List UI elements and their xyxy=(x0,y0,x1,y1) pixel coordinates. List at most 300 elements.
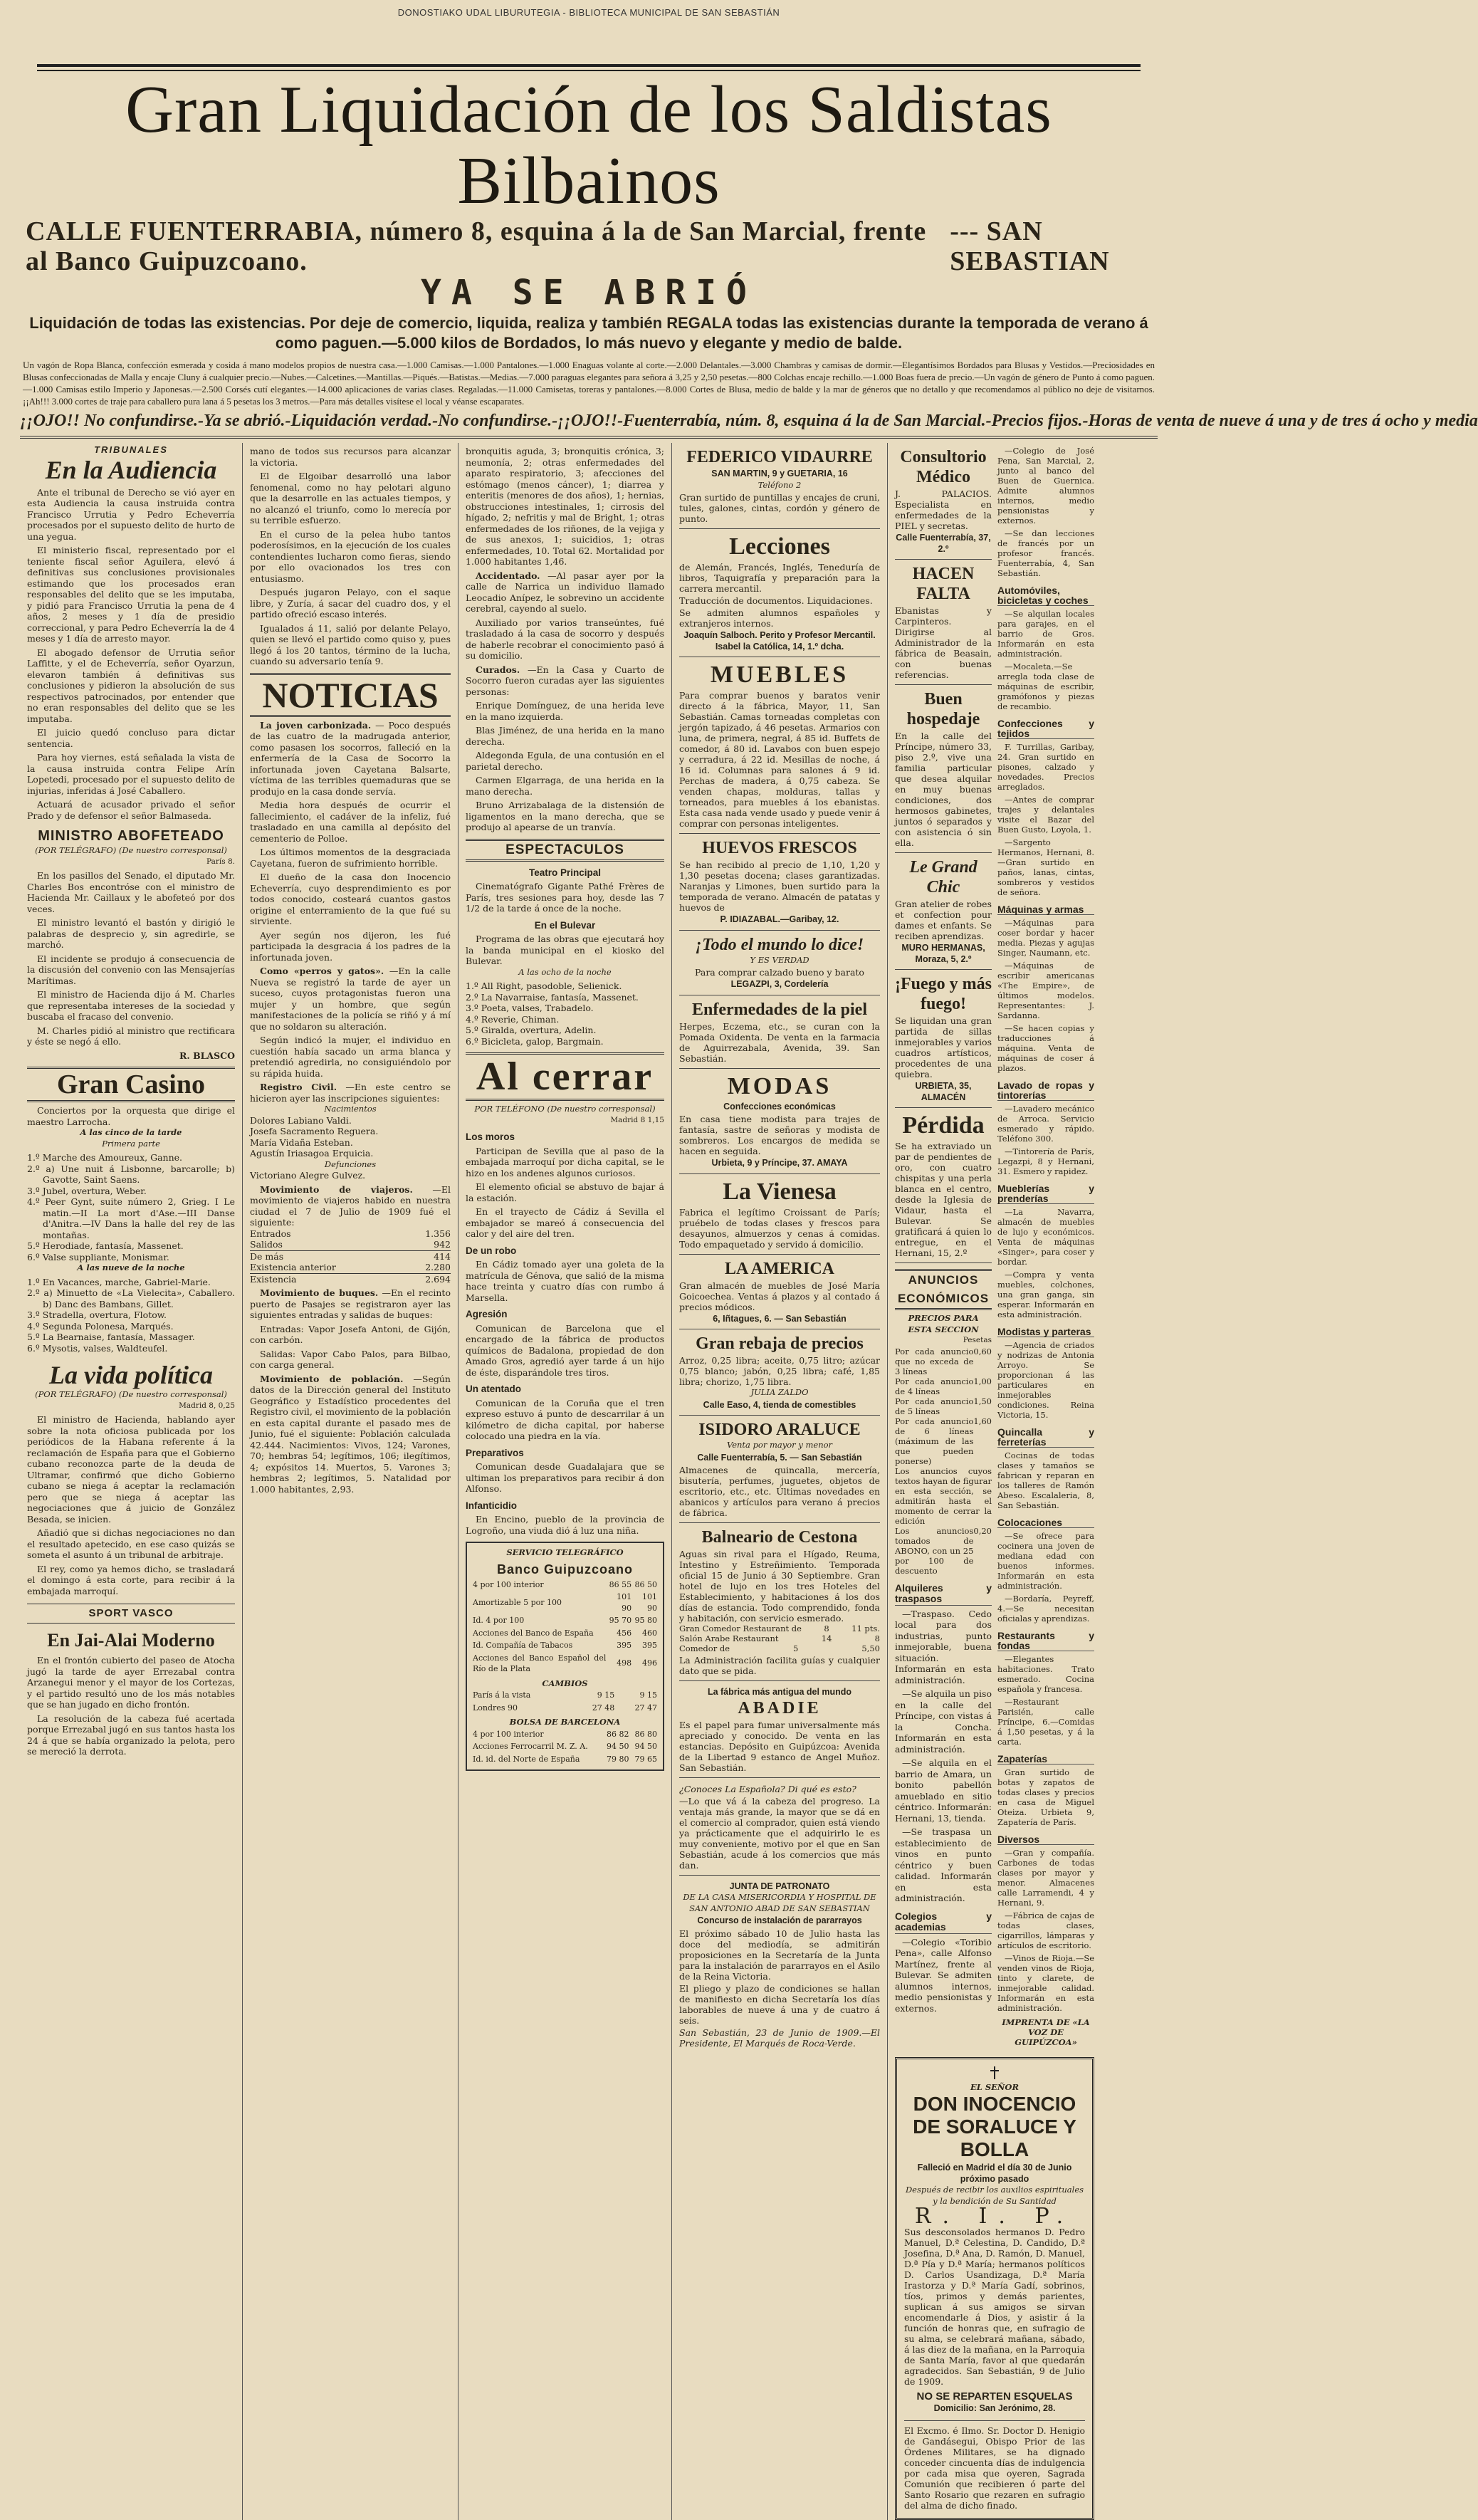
price-label: Por cada anuncio de 4 líneas xyxy=(895,1376,974,1396)
ministro-p3: El incidente se produjo á consecuencia de la discusión del convenio con las Mensajerías Marítimas. xyxy=(27,953,235,986)
column-2 xyxy=(243,443,458,2520)
todo-title: ¡Todo el mundo lo dice! xyxy=(695,935,864,954)
classified-heading: Modistas y parteras xyxy=(997,1327,1094,1337)
poblacion-head: Movimiento de población. xyxy=(260,1373,404,1384)
atentado-body: Comunican de la Coruña que el tren expreso estuvo á punto de descarrilar á un kilómetro de dicha capital, por haberse colocado una piedra en la vía. xyxy=(466,1397,664,1441)
audiencia-title: En la Audiencia xyxy=(45,455,217,484)
masthead-title: Gran Liquidación de los Saldistas Bilbainos xyxy=(125,73,1052,218)
perdida-body: Se ha extraviado un par de pendientes de oro, con cuatro chispitas y una perla blanca en el centro, desde la Iglesia de Vidaur, hasta el Bulevar. Se gratificará á quien lo entregue, en el Hernani, 15, 2.º xyxy=(895,1141,992,1258)
agresion-head: Agresión xyxy=(466,1309,508,1319)
ad-chic xyxy=(895,853,992,970)
classified-item: —Se hacen copias y traducciones á máquina. Venta de máquinas de coser á plazos. xyxy=(997,1023,1094,1073)
program-item: 2.º La Navarraise, fantasía, Massenet. xyxy=(466,991,639,1003)
salidos-label: Salidos xyxy=(250,1239,283,1250)
bulevar-head: En el Bulevar xyxy=(534,919,596,931)
price-value: 1,00 xyxy=(973,1376,992,1386)
teatro-body: Cinematógrafo Gigante Pathé Frères de París, tres sesiones para hoy, desde las 7 1/2 de la tarde á once de la noche. xyxy=(466,881,664,914)
ministro-sign: R. BLASCO xyxy=(179,1050,235,1061)
hospedaje-body: En la calle del Príncipe, número 33, piso 2.º, vive una familia particular que desea alquilar en muy buenas condiciones, dos hermosos gabinetes, juntos ó separados y con asistencia ó sin ella. xyxy=(895,731,992,848)
table-row xyxy=(471,1652,659,1675)
masthead-intro: Liquidación de todas las existencias. Por deje de comercio, liquida, realiza y también REGALA todas las existencias durante la temporada de verano á como paguen.—5.000 kilos de Bordados, lo más nuevo y elegante y medio de balde. xyxy=(29,314,1148,352)
ad-vidaurre xyxy=(679,443,880,529)
col5-right xyxy=(997,443,1094,2047)
price-label: Por cada anuncio que no exceda de 3 líneas xyxy=(895,1346,974,1376)
masthead-address xyxy=(26,216,1152,276)
price-label: Los anuncios tomados de ABONO, con un 25 por 100 de descuento xyxy=(895,1525,974,1576)
preparativos-body: Comunican desde Guadalajara que se ultiman los preparativos para recibir á don Alfonso. xyxy=(466,1461,664,1494)
ad-abadie xyxy=(679,1681,880,1778)
column-5 xyxy=(888,443,1101,2520)
program-item: 4.º Peer Gynt, suite número 2, Grieg. I Le matin.—II La mort d'Ase.—III Danse d'Anitra.—IV Dans la halle del rey de las montañas. xyxy=(27,1196,235,1240)
casino-program-2 xyxy=(27,1277,235,1354)
obit-rip: R. I. P. xyxy=(914,2204,1075,2229)
registro-head: Registro Civil. xyxy=(260,1082,337,1092)
mid-rule xyxy=(20,436,1158,439)
junta-head: Concurso de instalación de pararrayos xyxy=(697,1915,862,1925)
classified-item: —Gran y compañía. Carbones de todas clases por mayor y menor. Almacenes calle Larramendi, 4 y Hernani, 9. xyxy=(997,1848,1094,1908)
espectaculos-title: ESPECTACULOS xyxy=(466,839,664,862)
col3-p1: bronquitis aguda, 3; bronquitis crónica, 3; neumonía, 2; otras enfermedades del aparato respiratorio, 3; afecciones del estómago (menos cáncer), 1; diarrea y enteritis (menores de dos años), 1; hernias, obstrucciones intestinales, 1; cirrosis del hígado, 2; nefritis y mal de Bright, 1; otras enfermedades de los riñones, de la vejiga y de sus anexos, 1; suicidios, 1; otras enfermedades, 10. Total 62. Mortalidad por 1.000 habitantes 1,46. xyxy=(466,446,664,567)
robo-head: De un robo xyxy=(466,1245,517,1256)
curados-body: —En la Casa y Cuarto de Socorro fueron curadas ayer las siguientes personas: xyxy=(466,664,664,697)
ad-rebaja xyxy=(679,1329,880,1416)
viajeros-body: —El movimiento de viajeros habido en nuestra ciudad el 7 de Julio de 1909 fué el siguiente: xyxy=(250,1183,451,1228)
bank-cell: 79 65 xyxy=(634,1754,657,1764)
jaialai-p2: La resolución de la cabeza fué acertada porque Errezabal jugó en sus tantos hasta los 24 á que se había organizado la pelota, pero se mereció la derrota. xyxy=(27,1713,235,1757)
classified-heading: Alquileres y traspasos xyxy=(895,1581,992,1604)
lecciones-p3: Se admiten alumnos españoles y extranjeros internos. xyxy=(679,607,880,629)
vienesa-title: La Vienesa xyxy=(723,1178,837,1205)
classified-item: —La Navarra, almacén de muebles de lujo y económicos. Venta de máquinas «Singer», para coser y bordar. xyxy=(997,1207,1094,1267)
program-item: 6.º Mysotis, valses, Waldteufel. xyxy=(27,1342,168,1354)
huevos-body: Se han recibido al precio de 1,10, 1,20 y 1,30 pesetas docena; clases garantizadas. Naranjas y Limones, buen surtido para la temporada de verano. Almacén de patatas y huevos de xyxy=(679,859,880,913)
curado-item: Enrique Domínguez, de una herida leve en la mano izquierda. xyxy=(466,700,664,722)
ad-isidoro xyxy=(679,1416,880,1523)
classified-heading: Zapaterías xyxy=(997,1754,1094,1764)
curado-item: Carmen Elgarraga, de una herida en la mano derecha. xyxy=(466,775,664,797)
classified-heading: Colocaciones xyxy=(997,1517,1094,1528)
classified-item: —Colegio «Toribio Pena», calle Alfonso Martínez, frente al Bulevar. Se admiten alumnos internos, medio pensionistas y externos. xyxy=(895,1936,992,2014)
nacimiento-item: Dolores Labiano Valdi. xyxy=(250,1114,352,1126)
junta-title: JUNTA DE PATRONATO xyxy=(729,1881,830,1891)
bank-cell: 9 15 xyxy=(597,1690,615,1700)
fuego-title: ¡Fuego y más fuego! xyxy=(895,975,992,1013)
casino-intro: Conciertos por la orquesta que dirige el maestro Larrocha. xyxy=(27,1105,235,1127)
archive-header: DONOSTIAKO UDAL LIBURUTEGIA - BIBLIOTECA MUNICIPAL DE SAN SEBASTIÁN xyxy=(397,7,780,18)
bank-cell: 79 80 xyxy=(607,1754,629,1764)
america-title: LA AMERICA xyxy=(724,1259,835,1278)
classified-heading: Quincalla y ferreterías xyxy=(997,1426,1094,1448)
obit-pre: EL SEÑOR xyxy=(970,2081,1019,2092)
audiencia-p6: Actuará de acusador privado el señor Prado y de defensor el señor Balmaseda. xyxy=(27,799,235,821)
program-item: 3.º Stradella, overtura, Flotow. xyxy=(27,1309,167,1320)
classified-heading: Confecciones y tejidos xyxy=(997,718,1094,739)
obit-foot: El Excmo. é Ilmo. Sr. Doctor D. Henigio de Gandásegui, Obispo Prior de las Órdenes Militares, se ha dignado conceder cincuenta días de indulgencia por cada misa que oyeren, Sagrada Comunión que recibieren ó parte del Santo Rosario que rezaren en sufragio del alma de dicho finado. xyxy=(904,2420,1085,2511)
rebaja-title: Gran rebaja de precios xyxy=(696,1334,864,1353)
table-row xyxy=(471,1702,659,1715)
ad-muebles xyxy=(679,657,880,834)
address-left: CALLE FUENTERRABIA, número 8, esquina á la de San Marcial, frente al Banco Guipuzcoano. xyxy=(26,216,927,276)
bank-cell: 95 80 xyxy=(634,1616,657,1625)
existencia-value: 2.694 xyxy=(425,1273,451,1285)
isidoro-addr: Calle Fuenterrabía, 5. — San Sebastián xyxy=(697,1452,862,1463)
anuncios-title: ANUNCIOS ECONÓMICOS xyxy=(895,1269,992,1310)
ministro-place: París 8. xyxy=(206,857,235,866)
nacimiento-item: Agustín Iriasagoa Erquicia. xyxy=(250,1148,374,1159)
cross-icon xyxy=(904,2066,1085,2082)
audiencia-p2: El ministerio fiscal, representado por el teniente fiscal señor Aguilera, elevó á definitivas sus conclusiones provisionales estimando que los procesados eran responsables del delito que se les imputaba, y pidió para Francisco Urrutia la pena de 4 años, 2 meses y 1 día de presidio correccional, y para Pedro Echeverría la de 4 meses y 1 día de arresto mayor. xyxy=(27,545,235,644)
bank-cell: Id. 4 por 100 xyxy=(473,1616,525,1625)
col2-p5: Igualados á 11, salió por delante Pelayo, quien se llevó el partido como quiso y, pues llegó á los 20 tantos, término de la lucha, cuando su adversario tenía 9. xyxy=(250,622,451,666)
bulevar-program xyxy=(466,981,664,1047)
entrados-value: 1.356 xyxy=(425,1228,451,1239)
classified-heading: Lavado de ropas y tintorerías xyxy=(997,1079,1094,1101)
precios-title: PRECIOS PARA ESTA SECCION xyxy=(908,1313,979,1334)
agresion-body: Comunican de Barcelona que el encargado de la fábrica de productos químicos de Badalona, propiedad de don Amado Gros, agredió ayer tarde á un hijo de éste, disparándole tres tiros. xyxy=(466,1322,664,1378)
moros-body: Participan de Sevilla que al paso de la embajada marroquí por dicha capital, se le hizo en los andenes algunos curiosos. xyxy=(466,1145,664,1178)
casino-tarde: A las cinco de la tarde xyxy=(80,1127,182,1137)
conoce-body: —Lo que vá á la cabeza del progreso. La ventaja más grande, la mayor que se dá en el comercio al comprador, quien está viendo ya prácticamente que el adquirirlo le es muy conveniente, motivo por el que en San Sebastián, acude á los comercios que más dan. xyxy=(679,1795,880,1871)
ad-hospedaje xyxy=(895,685,992,853)
classified-item: —Se ofrece para cocinera una joven de mediana edad con buenos informes. Informarán en esta administración. xyxy=(997,1531,1094,1591)
table-row xyxy=(471,1689,659,1702)
classified-heading: Restaurants y fondas xyxy=(997,1630,1094,1651)
defuncion-item: Victoriano Alegre Gulvez. xyxy=(250,1170,366,1181)
classified-heading: Máquinas y armas xyxy=(997,904,1094,915)
existencia-row xyxy=(250,1273,451,1285)
ministro-title: MINISTRO ABOFETEADO xyxy=(38,828,224,844)
ad-lecciones xyxy=(679,529,880,657)
abadie-body: Es el papel para fumar universalmente más apreciado y conocido. De venta en las estancias. Depósito en Guipúzcoa: Avenida de la Libertad 9 estanco de Angel Muñoz. San Sebastián. xyxy=(679,1719,880,1773)
isidoro-title: ISIDORO ARALUCE xyxy=(698,1421,861,1439)
ministro-p1: En los pasillos del Senado, el diputado Mr. Charles Bos encontróse con el ministro de Hacienda Mr. Caillaux y le abofeteó por dos veces. xyxy=(27,870,235,914)
nacimiento-item: María Vidaña Esteban. xyxy=(250,1136,353,1148)
noticia-7: Según indicó la mujer, el individuo en cuestión había sacado un arma blanca y pretendió agredirla, no consiguiéndolo por su rápida huida. xyxy=(250,1035,451,1079)
classified-item: —Sargento Hermanos, Hernani, 8.—Gran surtido en paños, lanas, cintas, sombreros y vestidos de señora. xyxy=(997,837,1094,897)
classified-item: —Compra y venta muebles, colchones, una gran ganga, sin esperar. Informarán en esta administración. xyxy=(997,1270,1094,1319)
buques-entradas: Entradas: Vapor Josefa Antoni, de Gijón, con carbón. xyxy=(250,1323,451,1345)
ad-cestona xyxy=(679,1523,880,1681)
junta-body: El próximo sábado 10 de Julio hasta las doce del mediodía, se admitirán proposiciones en la Secretaría de la Junta para la instalación de pararrayos en el Asilo de la Reina Victoria. xyxy=(679,1928,880,1982)
abadie-pre: La fábrica más antigua del mundo xyxy=(707,1687,852,1697)
lecciones-foot: Joaquín Salboch. Perito y Profesor Mercantil. Isabel la Católica, 14, 1.º dcha. xyxy=(683,630,876,652)
classified-item: —Bordaría, Peyreff, 4.—Se necesitan oficialas y aprendizas. xyxy=(997,1594,1094,1624)
bulevar-time: A las ocho de la noche xyxy=(518,966,612,977)
consultorio-body: J. PALACIOS. Especialista en enfermedades de la PIEL y secretas. xyxy=(895,488,992,531)
classified-item: —Se alquila en el barrio de Amara, un bonito pabellón amueblado en sitio céntrico. Informarán: Hernani, 13, tienda. xyxy=(895,1757,992,1824)
rebaja-body: Arroz, 0,25 libra; aceite, 0,75 litro; azúcar 0,75 blanco; jabón, 0,25 libra; café, 1,85 libra; chorizo, 1,75 libra. xyxy=(679,1355,880,1387)
table-row xyxy=(471,1740,659,1753)
classified-heading: Automóviles, bicicletas y coches xyxy=(997,585,1094,606)
classified-item: —Se traspasa un establecimiento de vinos en punto céntrico y buen calidad. Informarán en esta administración. xyxy=(895,1826,992,1903)
price-value: 1,60 xyxy=(973,1416,992,1426)
program-item: 3.º Jubel, overtura, Weber. xyxy=(27,1185,147,1196)
infanticidio-head: Infanticidio xyxy=(466,1500,517,1511)
ad-modas xyxy=(679,1069,880,1174)
bank-cell: 95 70 xyxy=(609,1616,632,1625)
buques-head: Movimiento de buques. xyxy=(260,1287,379,1298)
ad-huevos xyxy=(679,834,880,931)
vidaurre-body: Gran surtido de puntillas y encajes de cruni, tules, galones, cintas, cordón y género de punto. xyxy=(679,492,880,524)
fuego-foot: URBIETA, 35, ALMACÉN xyxy=(915,1081,972,1102)
bank-cell: 86 50 xyxy=(634,1579,657,1589)
classified-item: —Se alquilan locales para garajes, en el barrio de Gros. Informarán en esta administración. xyxy=(997,609,1094,659)
abadie-title: ABADIE xyxy=(738,1698,822,1718)
audiencia-p5: Para hoy viernes, está señalada la vista de la causa instruida contra Felipe Arín Lopetedi, procesado por el supuesto delito de injurias, inferidas á José Caballero. xyxy=(27,752,235,796)
isidoro-sub: Venta por mayor y menor xyxy=(726,1440,833,1450)
servicio-title: SERVICIO TELEGRÁFICO xyxy=(506,1547,624,1557)
america-foot: 6, Iñtagues, 6. — San Sebastián xyxy=(713,1313,847,1324)
opened-banner: YA SE ABRIÓ xyxy=(421,273,757,313)
chic-foot: MURO HERMANAS, Moraza, 5, 2.º xyxy=(901,943,985,964)
columns xyxy=(20,443,1158,2511)
program-item: 6.º Bicicleta, galop, Bargmain. xyxy=(466,1035,604,1047)
bank-cell: 395 xyxy=(642,1641,657,1650)
moros-body-3: En el trayecto de Cádiz á Sevilla el embajador se mareó á consecuencia del calor y del aire del tren. xyxy=(466,1206,664,1239)
imprenta: IMPRENTA DE «LA VOZ DE GUIPÚZCOA» xyxy=(1002,2017,1090,2047)
casino-noche: A las nueve de la noche xyxy=(77,1262,185,1272)
politica-p2: Añadió que si dichas negociaciones no dan el resultado apetecido, en ese caso quizás se someta el asunto á un tribunal de arbitraje. xyxy=(27,1527,235,1560)
classified-item: —Agencia de criados y nodrizas de Antonia Arroyo. Se proporcionan á las particulares en inmejorables condiciones. Reina Victoria, 15. xyxy=(997,1340,1094,1420)
bank-cell: 456 xyxy=(617,1628,632,1638)
modas-foot: Urbieta, 9 y Príncipe, 37. AMAYA xyxy=(711,1158,848,1168)
politica-title: La vida política xyxy=(49,1361,213,1389)
classified-item: F. Turrillas, Garibay, 24. Gran surtido en pisones, calzado y novedades. Precios arreglados. xyxy=(997,742,1094,792)
bank-cell: 86 82 xyxy=(607,1729,629,1739)
column-4 xyxy=(672,443,888,2520)
todo-body: Para comprar calzado bueno y barato xyxy=(695,967,864,978)
moros-head: Los moros xyxy=(466,1131,515,1142)
registro xyxy=(250,1082,451,1104)
huevos-title: HUEVOS FRESCOS xyxy=(702,839,857,857)
junta-sub: DE LA CASA MISERICORDIA Y HOSPITAL DE SAN ANTONIO ABAD DE SAN SEBASTIAN xyxy=(683,1892,876,1913)
existencia-anterior-value: 2.280 xyxy=(425,1262,451,1272)
vienesa-body: Fabrica el legítimo Croissant de París; pruébelo de todas clases y frescos para desayunos, almuerzos y cenas á comidas. Todo empaquetado y servido á domicilio. xyxy=(679,1206,880,1250)
noticia-5: Ayer según nos dijeron, les fué participada la desgracia á los padres de la infortunada joven. xyxy=(250,929,451,963)
curados-head: Curados. xyxy=(476,664,520,675)
ad-vienesa xyxy=(679,1174,880,1255)
program-item: 1.º All Right, pasodoble, Selienick. xyxy=(466,981,622,991)
audiencia-p3: El abogado defensor de Urrutia señor Laffitte, y el de Echeverría, señor Oyarzun, elevaron también á definitivas sus conclusiones y pidieron la absolución de sus respectivos patrocinados, por entender que no eran responsables del delito que se les imputaba. xyxy=(27,647,235,724)
bolsa-table xyxy=(471,1728,659,1766)
col2-p3: En el curso de la pelea hubo tantos poderosísimos, en la ejecución de los cuales contendientes lucharon como fieras, siendo por ello ovacionados los tres con entusiasmo. xyxy=(250,528,451,584)
classified-heading: Mueblerías y prenderías xyxy=(997,1183,1094,1204)
bank-cell: 94 50 xyxy=(607,1742,629,1751)
existencia-anterior-label: Existencia anterior xyxy=(250,1262,336,1272)
cerrar-place: Madrid 8 1,15 xyxy=(610,1115,664,1124)
col2-p2: El de Elgoibar desarrolló una labor fenomenal, como no hay pelotari alguno que la desarrolle en las actuales tiempos, y no alcanzó el triunfo, como lo merecía por su terrible esfuerzo. xyxy=(250,471,451,526)
noticia-6-head: Como «perros y gatos». xyxy=(260,966,384,976)
cestona-row xyxy=(679,1643,880,1653)
ad-conoce xyxy=(679,1778,880,1876)
program-item: 5.º Giralda, overtura, Adelin. xyxy=(466,1025,597,1035)
muebles-title: MUEBLES xyxy=(710,662,849,688)
cestona-cell: 8 xyxy=(824,1624,829,1633)
cestona-row xyxy=(679,1624,880,1633)
vidaurre-title: FEDERICO VIDAURRE xyxy=(686,448,873,466)
salidos-row xyxy=(250,1239,451,1250)
bank-cell: Amortizable 5 por 100 xyxy=(473,1597,562,1607)
masthead-promo: Un vagón de Ropa Blanca, confección esmerada y cosida á mano modelos propios de nuestra casa.—1.000 Camisas.—1.000 Pantalones.—1.000 Enaguas volante al corte.—2.000 Delantales.—3.000 Chambras y camisas de dormir.—Elegantísimos Bordados para Blusas y Vestidos.—Preciosidades en Blusas confeccionadas de Malla y encaje Cluny á cualquier precio.—Nubes.—Calcetines.—Mantillas.—Piqués.—Batistas.—Medias.—7.000 paraguas elegantes para señora á 3,25 y 2,50 pesetas.—800 Colchas encaje rechillo.—1.000 Boas fuera de precio.—Un vagón de género de Punto á como paguen.—1.000 Camisas estilo Imperio y Japonesas.—2.500 Corsés cutí elegantes.—14.000 aplicaciones de varias clases. Regaladas.—11.000 Camisetas, toreras y pantalones.—8.000 Cortes de Blusa, medio de balde y la mar de géneros que no detallo y que recomendamos al público no deje de visitarnos. ¡¡Ah!!! 3.000 cortes de traje para caballero pura lana á 5 pesetas los 3 metros.—Para más detalles visítese el local y véanse escaparates. xyxy=(23,360,1155,407)
bulevar-body: Programa de las obras que ejecutará hoy la banda municipal en el kiosko del Bulevar. xyxy=(466,934,664,966)
classified-item: —Mocaleta.—Se arregla toda clase de máquinas de escribir, gramófonos y piezas de recambio. xyxy=(997,662,1094,711)
price-row xyxy=(895,1416,992,1466)
top-rule xyxy=(37,64,1141,71)
noticia-3: Los últimos momentos de la desgraciada Cayetana, fueron de sufrimiento horrible. xyxy=(250,847,451,869)
noticia-6 xyxy=(250,966,451,1032)
jaialai-p1: En el frontón cubierto del paseo de Atocha jugó la tarde de ayer Errezabal contra Arzanegui menor y el mayor de los Cortezas, y el partido resultó uno de los más notables que se han jugado en dicho frontón. xyxy=(27,1655,235,1710)
demas-value: 414 xyxy=(434,1250,451,1262)
hospedaje-title: Buen hospedaje xyxy=(906,690,980,728)
obit-sacr: Después de recibir los auxilios espirituales y la bendición de Su Santidad xyxy=(905,2185,1084,2206)
col2-p4: Después jugaron Pelayo, con el saque libre, y Zuría, á sacar del cuadro dos, y el partido ofreció escaso interés. xyxy=(250,587,451,619)
buques-body: —En el recinto puerto de Pasajes se registraron ayer las siguientes entradas y salidas de buques: xyxy=(250,1287,451,1320)
junta-body-2: El pliego y plazo de condiciones se hallan de manifiesto en dicha Secretaría los días laborables de nueve á una y de cuatro á seis. xyxy=(679,1982,880,2026)
bank-cell: 101 90 xyxy=(642,1592,657,1613)
ministro-p2: El ministro levantó el bastón y dirigió le palabras de desprecio y, sin agredirle, se marchó. xyxy=(27,917,235,950)
table-row xyxy=(471,1639,659,1652)
ad-todo-mundo xyxy=(679,931,880,995)
program-item: 5.º La Bearnaise, fantasía, Massager. xyxy=(27,1332,195,1342)
salidos-value: 942 xyxy=(434,1239,451,1250)
price-value: 0,60 xyxy=(973,1346,992,1356)
price-label: Los anuncios cuyos textos hayan de figurar en esta sección, se admitirán hasta el momento de cerrar la edición xyxy=(895,1465,992,1526)
cambios-table xyxy=(471,1689,659,1714)
bank-cell: 498 xyxy=(617,1658,632,1668)
politica-sub: (POR TELÉGRAFO) (De nuestro corresponsal) xyxy=(35,1389,227,1399)
chic-title: Le Grand Chic xyxy=(909,858,978,896)
noticia-6-body: —En la calle Nueva se registró la tarde de ayer un suceso, cuyos protagonistas fueron una mujer y un hombre, que según manifestaciones de la policía se riñó y á mí que no soldaron su alteración. xyxy=(250,966,451,1032)
col2-p1: mano de todos sus recursos para alcanzar la victoria. xyxy=(250,446,451,468)
curado-item: Aldegonda Egula, de una contusión en el parietal derecho. xyxy=(466,750,664,772)
curado-item: Bruno Arrizabalaga de la distensión de ligamentos en la mano derecha, que se produjo al apearse de un tranvía. xyxy=(466,800,664,832)
program-item: 2.º a) Une nuit á Lisbonne, barcarolle; b) Gavotte, Saint Saens. xyxy=(27,1163,235,1185)
bank-cell: 496 xyxy=(642,1658,657,1668)
price-label: Por cada anuncio de 6 líneas (máximum de las que pueden ponerse) xyxy=(895,1416,974,1466)
cestona-cell: 8 xyxy=(874,1633,880,1643)
bank-cell: Acciones del Banco Español del Río de la Plata xyxy=(473,1653,607,1673)
address-right: --- SAN SEBASTIAN xyxy=(950,216,1110,276)
bank-cell: Acciones Ferrocarril M. Z. A. xyxy=(473,1742,588,1751)
fuego-body: Se liquidan una gran partida de sillas inmejorables y varios cuadros artísticos, procedentes de una quiebra. xyxy=(895,1015,992,1079)
table-row xyxy=(471,1579,659,1591)
entrados-row xyxy=(250,1228,451,1240)
cestona-cell: Salón Arabe Restaurant xyxy=(679,1633,779,1643)
classified-item: —Fábrica de cajas de todas clases, cigarrillos, lámparas y artículos de escritorio. xyxy=(997,1910,1094,1950)
faltan-title: HACEN FALTA xyxy=(912,565,975,603)
bank-cell: París á la vista xyxy=(473,1690,531,1700)
robo-body: En Cádiz tomado ayer una goleta de la matrícula de Génova, que salió de la misma hace treinta y cuatro días con rumbo á Marsella. xyxy=(466,1259,664,1303)
classified-item: —Colegio de José Pena, San Marcial, 2, junto al banco del Buen de Guernica. Admite alumnos internos, medio pensionistas y externos. xyxy=(997,446,1094,526)
ad-fuego xyxy=(895,970,992,1108)
cestona-cell: Gran Comedor Restaurant de xyxy=(679,1624,802,1633)
america-body: Gran almacén de muebles de José María Goicoechea. Ventas á plazos y al contado á precios módicos. xyxy=(679,1280,880,1312)
existencia-anterior-row xyxy=(250,1262,451,1273)
ministro-p4: El ministro de Hacienda dijo á M. Charles que representaba intereses de la sociedad y buscaba el fracaso del convenio. xyxy=(27,989,235,1022)
noticia-1 xyxy=(250,720,451,798)
classified-item: Gran surtido de botas y zapatos de todas clases y precios en casa de Miguel Oteiza. Urbieta 9, Zapatería de París. xyxy=(997,1767,1094,1827)
nacimiento-item: Josefa Sacramento Reguera. xyxy=(250,1126,379,1136)
program-item: 4.º Reverie, Chiman. xyxy=(466,1013,560,1025)
jaialai-title: En Jai-Alai Moderno xyxy=(47,1630,215,1651)
table-row xyxy=(471,1728,659,1741)
col5-left xyxy=(895,443,992,2047)
masthead-warning: ¡¡OJO!! No confundirse.-Ya se abrió.-Liquidación verdad.-No confundirse.-¡¡OJO!!-Fuenterrabía, núm. 8, esquina á la de San Marcial.-Precios fijos.-Horas de venta de nueve á una y de tres á ocho y media xyxy=(20,412,1478,430)
junta-foot: San Sebastián, 23 de Junio de 1909.—El Presidente, El Marqués de Roca-Verde. xyxy=(679,2027,880,2049)
obit-name: DON INOCENCIO DE SORALUCE Y BOLLA xyxy=(913,2093,1076,2160)
rebaja-name: JULIA ZALDO xyxy=(750,1387,809,1397)
vidaurre-sub: Teléfono 2 xyxy=(758,479,802,490)
bank-cell: 460 xyxy=(642,1628,657,1638)
obit-domicilio: Domicilio: San Jerónimo, 28. xyxy=(933,2403,1056,2413)
atentado-head: Un atentado xyxy=(466,1384,522,1394)
ad-perdida xyxy=(895,1108,992,1263)
consultorio-foot: Calle Fuenterrabía, 37, 2.º xyxy=(896,533,991,554)
classified-item: —Antes de comprar trajes y delantales visite el Bazar del Buen Gusto, Loyola, 1. xyxy=(997,795,1094,835)
casino-program-1 xyxy=(27,1152,235,1262)
program-item: 4.º Segunda Polonesa, Marqués. xyxy=(27,1320,174,1332)
classified-item: —Traspaso. Cedo local para dos industrias, punto inmejorable, buena situación. Informarán en esta administración. xyxy=(895,1608,992,1685)
piel-title: Enfermedades de la piel xyxy=(692,1000,867,1019)
huevos-foot: P. IDIAZABAL.—Garibay, 12. xyxy=(720,914,839,924)
cestona-cell: 5 xyxy=(793,1643,799,1653)
casino-title: Gran Casino xyxy=(27,1067,235,1102)
chic-body: Gran atelier de robes et confection pour dames et enfants. Se reciben aprendizas. xyxy=(895,899,992,941)
bank-cell: 27 48 xyxy=(592,1703,615,1713)
faltan-body: Ebanistas y Carpinteros. Dirigirse al Administrador de la fábrica de Beasain, con buenas referencias. xyxy=(895,605,992,680)
table-row xyxy=(471,1753,659,1766)
demas-label: De más xyxy=(250,1250,284,1262)
cerrar-sub: POR TELÉFONO (De nuestro corresponsal) xyxy=(474,1104,656,1114)
curado-item: Blas Jiménez, de una herida en la mano derecha. xyxy=(466,725,664,747)
classified-heading: Colegios y academias xyxy=(895,1910,992,1933)
ministro-p5: M. Charles pidió al ministro que rectificara y éste se negó á ello. xyxy=(27,1025,235,1047)
classified-item: Cocinas de todas clases y tamaños se fabrican y reparan en los talleres de Ramón Abeso. Escalaleria, 8, San Sebastián. xyxy=(997,1450,1094,1510)
teatro-head: Teatro Principal xyxy=(528,867,602,878)
casino-p1-label: Primera parte xyxy=(102,1138,160,1149)
cambios-title: CAMBIOS xyxy=(542,1678,588,1688)
ad-junta xyxy=(679,1876,880,2053)
piel-body: Herpes, Eczema, etc., se curan con la Pomada Oxidenta. De venta en la farmacia de Aguirrezabala, Avenida, 39. San Sebastián. xyxy=(679,1020,880,1064)
classified-item: —Elegantes habitaciones. Trato esmerado. Cocina española y francesa. xyxy=(997,1654,1094,1694)
banco-title: Banco Guipuzcoano xyxy=(496,1562,633,1577)
demas-row xyxy=(250,1250,451,1262)
obit-body: Sus desconsolados hermanos D. Pedro Manuel, D.ª Celestina, D. Candido, D.ª Josefina, D.ª Ana, D. Ramón, D. Manuel, D.ª Pía y D.ª María; hermanos políticos D. Carlos Usandizaga, D.ª María Irastorza y D.ª María Gadí, sobrinos, tíos, primos y demás parientes, suplican á sus amigos se sirvan encomendarle á Dios, y asistir á la función de honras que, en sufragio de su alma, se celebrará mañana, sábado, á las diez de la mañana, en la Parroquia de Santa María, favor al que quedarán agradecidos. San Sebastián, 9 de Julio de 1909. xyxy=(904,2226,1085,2387)
audiencia-p4: El juicio quedó concluso para dictar sentencia. xyxy=(27,727,235,749)
poblacion xyxy=(250,1374,451,1495)
price-row xyxy=(895,1396,992,1416)
price-value: 0,20 xyxy=(973,1525,992,1536)
buques-salidas: Salidas: Vapor Cabo Palos, para Bilbao, con carga general. xyxy=(250,1348,451,1370)
consultorio-title: Consultorio Médico xyxy=(900,448,987,486)
program-item: 6.º Valse suppliante, Monismar. xyxy=(27,1251,169,1262)
program-item: 5.º Herodiade, fantasía, Massenet. xyxy=(27,1240,184,1251)
bank-cell: 9 15 xyxy=(639,1690,657,1700)
poblacion-body: —Según datos de la Dirección general del Instituto Geográfico y Estadístico procedentes del Registro civil, el movimiento de la población en esta capital durante el pasado mes de Junio, fué el siguiente: Población calculada 42.444. Nacimientos: Vivos, 124; Varones, 70; hembras 54; legítimos, 106; ilegítimos, 4; expósitos 14. Muertos, 5. Varones 3; hembras 2; legítimos, 5. Natalidad por 1.000 habitantes, 2,93. xyxy=(250,1373,451,1495)
politica-p1: El ministro de Hacienda, hablando ayer sobre la nota oficiosa publicada por los periódicos de la Habana referente á la reclamación de España para que el Gobierno cubano reconozca parte de la deuda de Ultramar, confirmó que dicho Gobierno cubano se niega á aceptar la reclamación pero que se niega á aceptar las negociaciones que á juicio de González Besada, se inicien. xyxy=(27,1414,235,1525)
classified-item: —Máquinas para coser bordar y hacer media. Piezas y agujas Singer, Naumann, etc. xyxy=(997,918,1094,958)
viajeros xyxy=(250,1184,451,1228)
price-value: 1,50 xyxy=(973,1396,992,1406)
entrados-label: Entrados xyxy=(250,1228,291,1239)
program-item: 3.º Poeta, valses, Trabadelo. xyxy=(466,1003,594,1013)
price-row xyxy=(895,1466,992,1526)
modas-body: En casa tiene modista para trajes de fantasía, sastre de señoras y modista de sombreros. Los encargos de medida se hacen en seguida. xyxy=(679,1114,880,1156)
lecciones-p2: Traducción de documentos. Liquidaciones. xyxy=(679,595,873,606)
table-row xyxy=(471,1591,659,1614)
todo-sub: Y ES VERDAD xyxy=(750,954,809,965)
accidentado xyxy=(466,570,664,615)
